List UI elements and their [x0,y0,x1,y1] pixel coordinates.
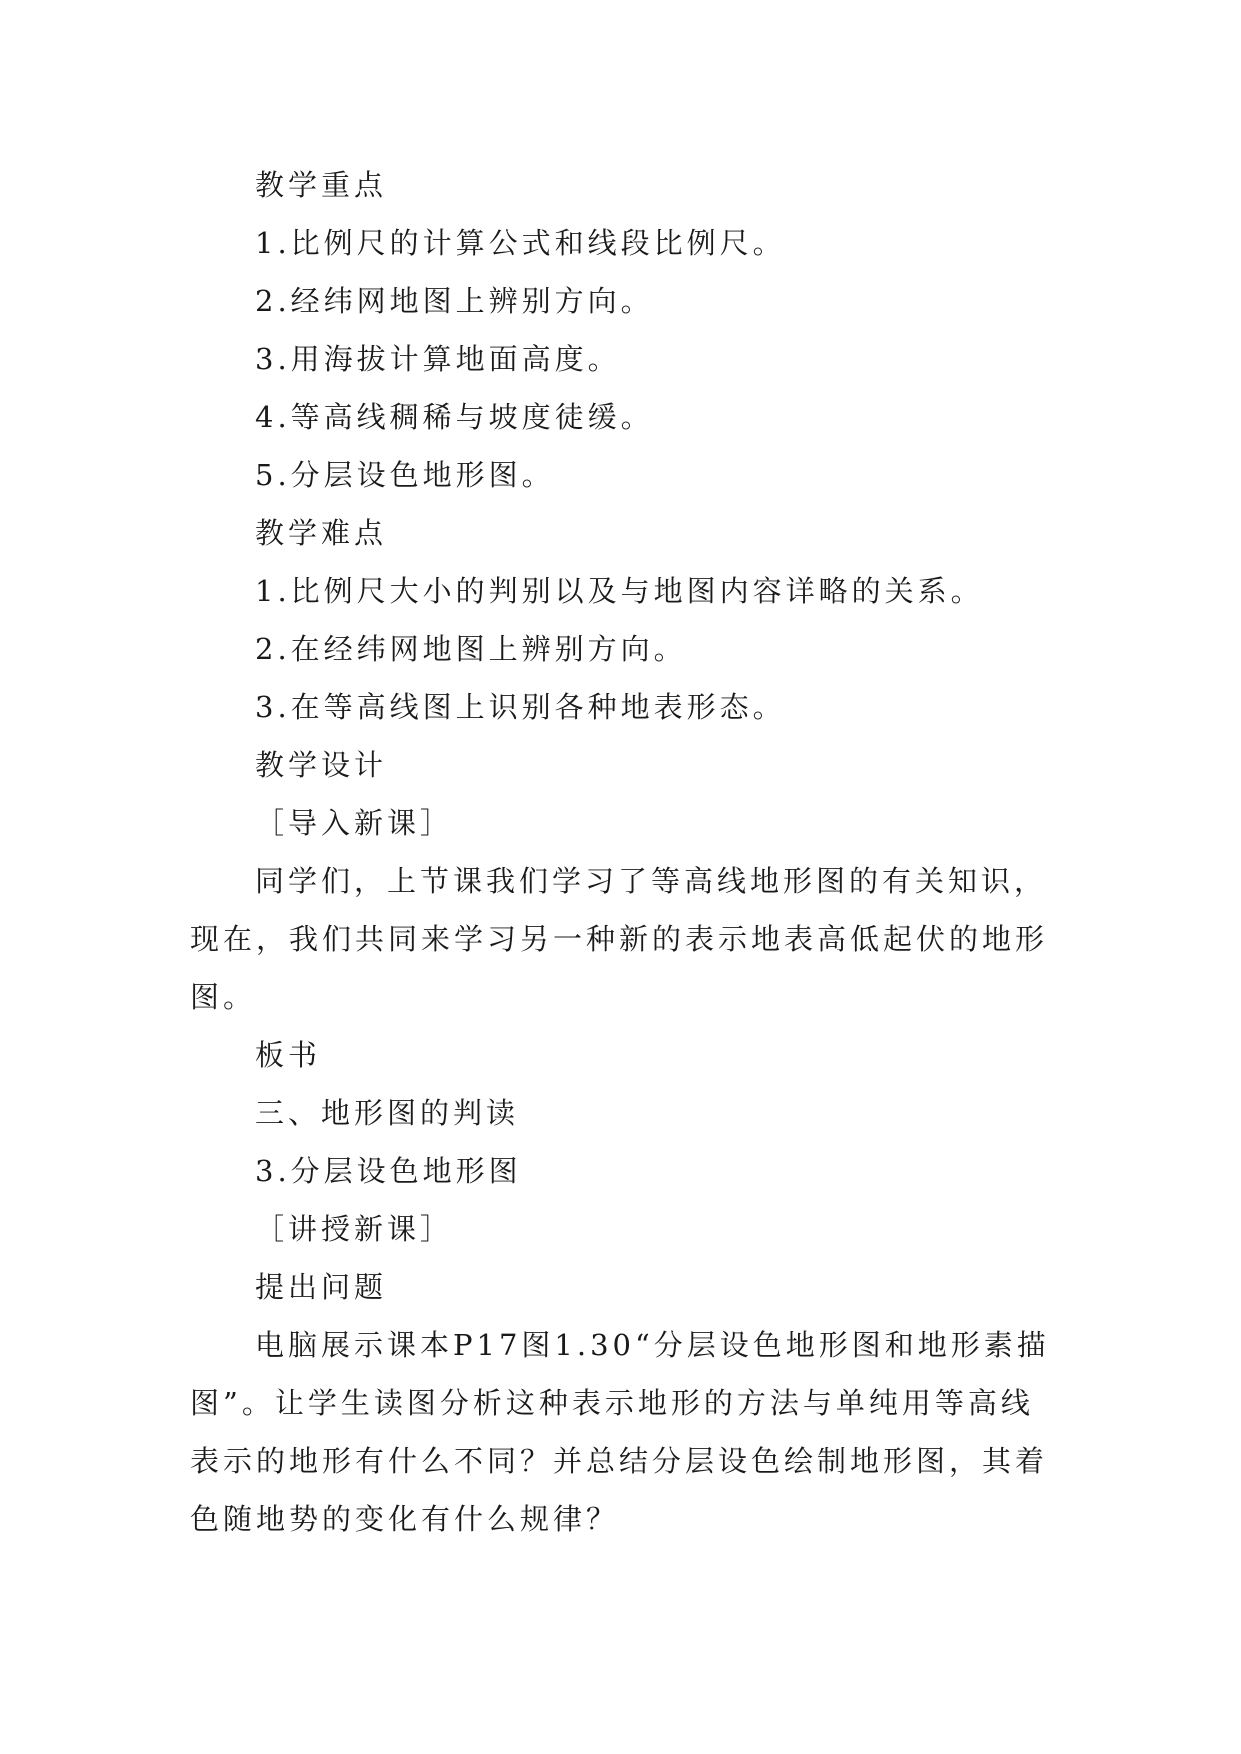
key-point-item: 2.经纬网地图上辨别方向。 [255,284,654,318]
board-subtitle: 3.分层设色地形图 [255,1154,522,1188]
key-point-item: 4.等高线稠稀与坡度徒缓。 [255,400,654,434]
question-paragraph-line: 图”。让学生读图分析这种表示地形的方法与单纯用等高线 [190,1386,1034,1420]
key-point-item: 3.用海拔计算地面高度。 [255,342,621,376]
key-point-item: 5.分层设色地形图。 [255,458,555,492]
board-label: 板书 [255,1038,322,1072]
heading-design: 教学设计 [255,748,388,782]
intro-paragraph-line: 现在，我们共同来学习另一种新的表示地表高低起伏的地形 [190,922,1049,956]
section-lecture: ［讲授新课］ [255,1212,454,1246]
section-intro: ［导入新课］ [255,806,454,840]
question-label: 提出问题 [255,1270,388,1304]
intro-paragraph-line: 同学们，上节课我们学习了等高线地形图的有关知识， [255,864,1048,898]
heading-key-points: 教学重点 [255,168,388,202]
key-point-item: 1.比例尺的计算公式和线段比例尺。 [255,226,786,260]
question-paragraph-line: 电脑展示课本P17图1.30“分层设色地形图和地形素描 [255,1328,1050,1362]
heading-difficulties: 教学难点 [255,516,388,550]
difficulty-item: 3.在等高线图上识别各种地表形态。 [255,690,786,724]
question-paragraph-line: 表示的地形有什么不同？并总结分层设色绘制地形图，其着 [190,1444,1049,1478]
difficulty-item: 2.在经纬网地图上辨别方向。 [255,632,687,666]
question-paragraph-line: 色随地势的变化有什么规律？ [190,1502,620,1536]
board-title: 三、地形图的判读 [255,1096,520,1130]
intro-paragraph-line: 图。 [190,980,257,1014]
difficulty-item: 1.比例尺大小的判别以及与地图内容详略的关系。 [255,574,984,608]
